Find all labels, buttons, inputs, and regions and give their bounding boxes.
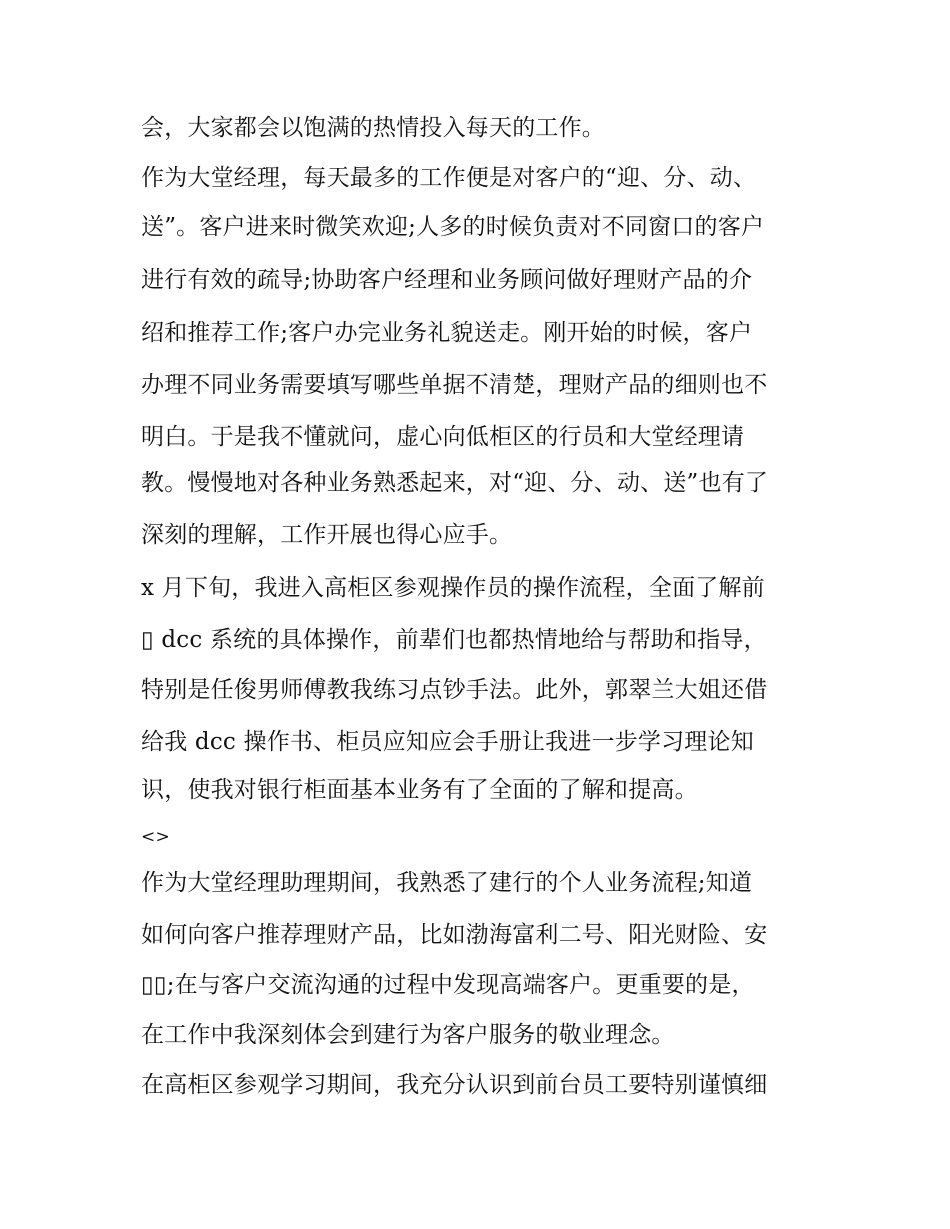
text-line: 明白。于是我不懂就问，虚心向低柜区的行员和大堂经理请 — [141, 424, 745, 450]
text-line: 特别是任俊男师傅教我练习点钞手法。此外，郭翠兰大姐还借 — [141, 677, 768, 703]
text-line: 绍和推荐工作;客户办完业务礼貌送走。刚开始的时候，客户 — [141, 320, 753, 346]
text-line: 作为大堂经理助理期间，我熟悉了建行的个人业务流程;知道 — [141, 870, 753, 896]
text-line: 给我 dcc 操作书、柜员应知应会手册让我进一步学习理论知 — [141, 729, 754, 755]
text-line: 如何向客户推荐理财产品，比如渤海富利二号、阳光财险、安 — [141, 922, 768, 948]
text-line: 识，使我对银行柜面基本业务有了全面的了解和提高。 — [141, 777, 698, 803]
text-line: 会，大家都会以饱满的热情投入每天的工作。 — [141, 115, 605, 141]
text-line: 教。慢慢地对各种业务熟悉起来，对“迎、分、动、送”也有了 — [141, 470, 769, 496]
text-line: ▯ dcc 系统的具体操作，前辈们也都热情地给与帮助和指导， — [141, 627, 767, 653]
text-line: 进行有效的疏导;协助客户经理和业务顾问做好理财产品的介 — [141, 267, 753, 293]
text-line: 在高柜区参观学习期间，我充分认识到前台员工要特别谨慎细 — [141, 1072, 768, 1098]
text-line: ▯▯;在与客户交流沟通的过程中发现高端客户。更重要的是， — [141, 972, 755, 998]
text-line: 在工作中我深刻体会到建行为客户服务的敬业理念。 — [141, 1022, 675, 1048]
text-line: 作为大堂经理，每天最多的工作便是对客户的“迎、分、动、 — [141, 165, 757, 191]
text-line: x 月下旬，我进入高柜区参观操作员的操作流程，全面了解前 — [141, 575, 765, 601]
text-line: 送”。客户进来时微笑欢迎;人多的时候负责对不同窗口的客户 — [141, 214, 765, 240]
separator-text: <> — [141, 827, 170, 847]
text-line: 办理不同业务需要填写哪些单据不清楚，理财产品的细则也不 — [141, 372, 768, 398]
text-line: 深刻的理解，工作开展也得心应手。 — [141, 522, 513, 548]
